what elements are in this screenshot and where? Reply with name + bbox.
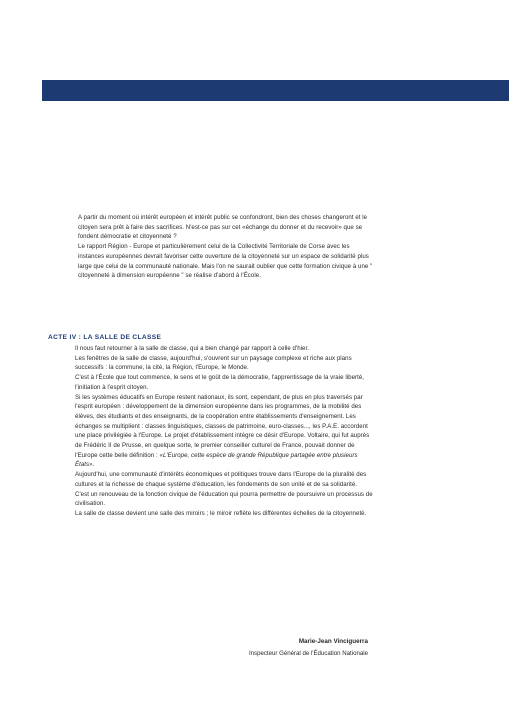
body-paragraph: Les fenêtres de la salle de classe, aujourd'hui, s'ouvrent sur un paysage complexe et riche aux plans successifs : la commune, la cité, la Région, l'Europe, le Monde. (75, 354, 352, 372)
header-banner (42, 80, 509, 101)
intro-paragraph: Le rapport Région - Europe et particulièrement celui de la Collectivité Territoriale de Corse avec les instances européennes devrait favoriser cette ouverture de la citoyenneté sur un espace de solidarité plus large que celui de la communauté nationale. Mais l'on ne saurait oublier que cette formation civique à une " citoyenneté à dimension européenne " se réalise d'abord à l'École. (78, 243, 373, 280)
body-paragraph: Il nous faut retourner à la salle de classe, qui a bien changé par rapport à celle d'hier. (75, 345, 309, 352)
body-paragraph: Aujourd'hui, une communauté d'intérêts économiques et politiques trouve dans l'Europe de la pluralité des cultures et la richesse de chaque système d'éducation, les fondements de son unité et de sa solidarité. (75, 471, 367, 488)
voltaire-quote: «L'Europe, cette espèce de grande République partagée entre plusieurs États». (75, 451, 358, 469)
body-text: Si les systèmes éducatifs en Europe restent nationaux, ils sont, cependant, de plus en plus traversés par l'esprit européen : développement de la dimension européenne dans les programmes, de la mobilité des élèves, des étudiants et des enseignants, de la coopération entre établissements d'enseignement. Les échanges se multiplient : classes linguistiques, classes de patrimoine, euro-classes..., les P.A.E. accordent une place privilégiée à l'Europe. Le projet d'établissement intègre ce désir d'Europe. Voltaire, qui fut auprès de Frédéric II de Prusse, en quelque sorte, le premier conseiller culturel de France, pouvait donner de l'Europe cette belle définition : (75, 393, 370, 459)
signature-title: Inspecteur Général de l'Éducation Nationale (248, 650, 368, 657)
signature-name: Marie-Jean Vinciguerra (298, 638, 368, 645)
intro-text (78, 213, 376, 281)
body-paragraph: C'est un renouveau de la fonction civique de l'éducation qui pourra permettre de poursuivre un processus de civilisation. (75, 490, 373, 508)
section-heading: ACTE IV : LA SALLE DE CLASSE (48, 334, 162, 341)
body-paragraph (75, 393, 375, 471)
intro-paragraph: A partir du moment où intérêt européen et intérêt public se confondront, bien des choses changeront et le citoyen sera prêt à faire des sacrifices. N'est-ce pas sur cet «échange du donner et du recevoir» que se fondent démocratie et citoyenneté ? (78, 214, 368, 241)
body-paragraph: La salle de classe devient une salle des miroirs ; le miroir reflète les différentes échelles de la citoyenneté. (75, 509, 367, 517)
body-paragraph: C'est à l'École que tout commence, le sens et le goût de la démocratie, l'apprentissage de la vraie liberté, l'initiation à l'esprit citoyen. (75, 374, 365, 391)
section-body (75, 344, 375, 519)
